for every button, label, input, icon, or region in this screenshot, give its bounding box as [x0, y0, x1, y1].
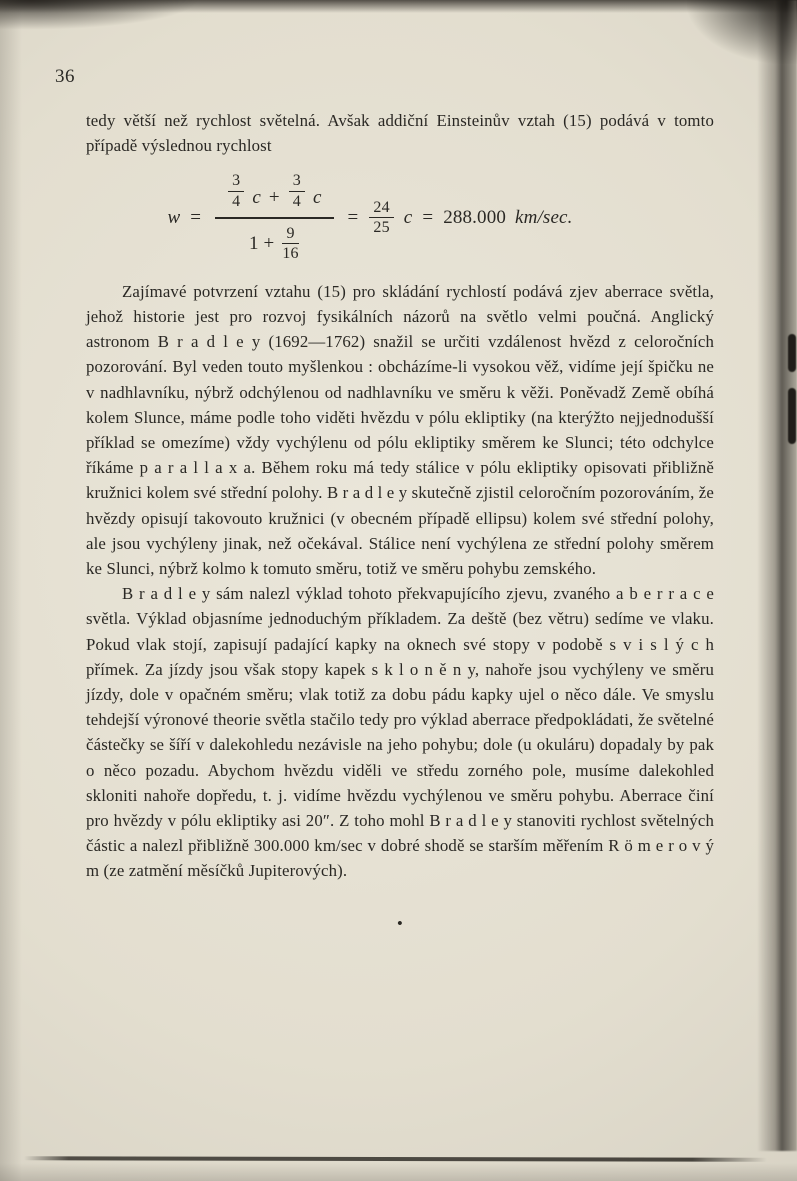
main-fraction [215, 172, 333, 262]
paragraph-bradley-explanation: B r a d l e y sám nalezl výklad tohoto překvapujícího zjevu, zvaného a b e r r a c e světla. Výklad objasníme jednoduchým příkladem. Za deště (bez větru) sedíme ve vlaku. Pokud vlak stojí, zapisují padající kapky na oknech své stopy v podobě s v i s l ý c h přímek. Za jízdy jsou však stopy kapek s k l o n ě n y, nahoře jsou vychýleny ve směru jízdy, dole v opačném směru; vlak totiž za dobu pádu kapky ujel o něco dále. Ve smyslu tehdejší výronové theorie světla stačilo tedy pro výklad aberrace předpokládati, že světelné částečky se šíří v dalekohledu nezávisle na jeho pohybu; dole (u okuláru) dopadaly by pak o něco pozadu. Abychom hvězdu viděli ve středu zorného pole, musíme dalekohled skloniti nahoře dopředu, t. j. vidíme hvězdu vychýlenou ve směru pohybu. Aberrace činí pro hvězdy v pólu ekliptiky asi 20″. Z toho mohl B r a d l e y stanoviti rychlost světelných částic a nalezl přibližně 300.000 km/sec v dobré shodě se starším měřením R ö m e r o v ý m (ze zatmění měsíčků Jupiterových). [86, 584, 714, 881]
fraction-nine-sixteenths: $\frac{9}{16}$ [282, 224, 299, 263]
scan-ink-mark-right-lower [788, 388, 796, 444]
paragraph-aberration-history: Zajímavé potvrzení vztahu (15) pro skládání rychlostí podává zjev aberrace světla, jehož historie jest pro rozvoj fysikálních názorů na světlo velmi poučná. Anglický astronom B r a d l e y (1692—1762) snažil se určiti vzdálenost hvězd z celoročních pozorování. Byl veden touto myšlenkou : obcházíme-li vysokou věž, vidíme její špičku ne v nadhlavníku, nýbrž odchýlenou od nadhlavníku ve směru k věži. Poněvadž Země obíhá kolem Slunce, máme podle toho viděti hvězdu v pólu ekliptiky (na kterýžto nejjednodušší příklad se omezíme) vždy vychýlenu od pólu ekliptiky směrem ke Slunci; této odchylce říkáme p a r a l l a x a. Během roku má tedy stálice v pólu ekliptiky opisovati přibližně kružnici kolem své střední polohy. B r a d l e y skutečně zjistil celoročním pozorováním, že hvězdy opisují takovouto kružnici (v obecném případě ellipsu) kolem své střední polohy, ale jsou vychýleny jinak, než očekával. Stálice není vychýlena ze střední polohy směrem ke Slunci, nýbrž kolmo k tomuto směru, totiž ve směru pohybu zemského. [86, 281, 714, 579]
scan-shadow-top-right-corner [687, 0, 797, 64]
scan-ink-mark-right-upper [788, 334, 796, 372]
fraction-twentyfour-twentyfifths: $\frac{24}{25}$ [369, 199, 393, 237]
scan-shadow-bottom-edge [0, 1163, 797, 1181]
scan-binding-shadow-right [757, 0, 797, 1151]
plus-sign: + [268, 187, 280, 209]
fraction-three-quarters-2: $\frac{3}{4}$ [289, 172, 305, 210]
scan-shadow-top-left-corner [0, 0, 200, 30]
one-plus-term: 1 + [248, 233, 275, 255]
paragraph-intro: tedy větší než rychlost světelná. Avšak addiční Einsteinův vztah (15) podává v tomto případě výslednou rychlost [86, 111, 714, 156]
formula-var-c: c [403, 206, 413, 228]
page-text-block [86, 108, 714, 937]
page-number: 36 [55, 66, 75, 87]
equals-sign: = [190, 206, 202, 228]
scan-shadow-left-edge [0, 0, 22, 1181]
scan-shadow-top-edge [0, 0, 797, 13]
equals-sign: = [347, 206, 359, 228]
main-fraction-numerator [215, 172, 333, 218]
equals-sign: = [422, 206, 434, 228]
section-end-mark: • [397, 915, 403, 932]
main-fraction-denominator [249, 219, 300, 263]
formula-result-value: 288.000 [443, 206, 507, 228]
fraction-three-quarters-1: $\frac{3}{4}$ [228, 172, 244, 210]
velocity-addition-formula [86, 172, 654, 262]
scan-page-bottom-edge-line [24, 1156, 767, 1162]
formula-result-unit: km/sec. [515, 206, 573, 228]
formula-var-w: w [167, 206, 181, 228]
formula-var-c: c [312, 187, 322, 209]
formula-var-c: c [252, 187, 261, 209]
